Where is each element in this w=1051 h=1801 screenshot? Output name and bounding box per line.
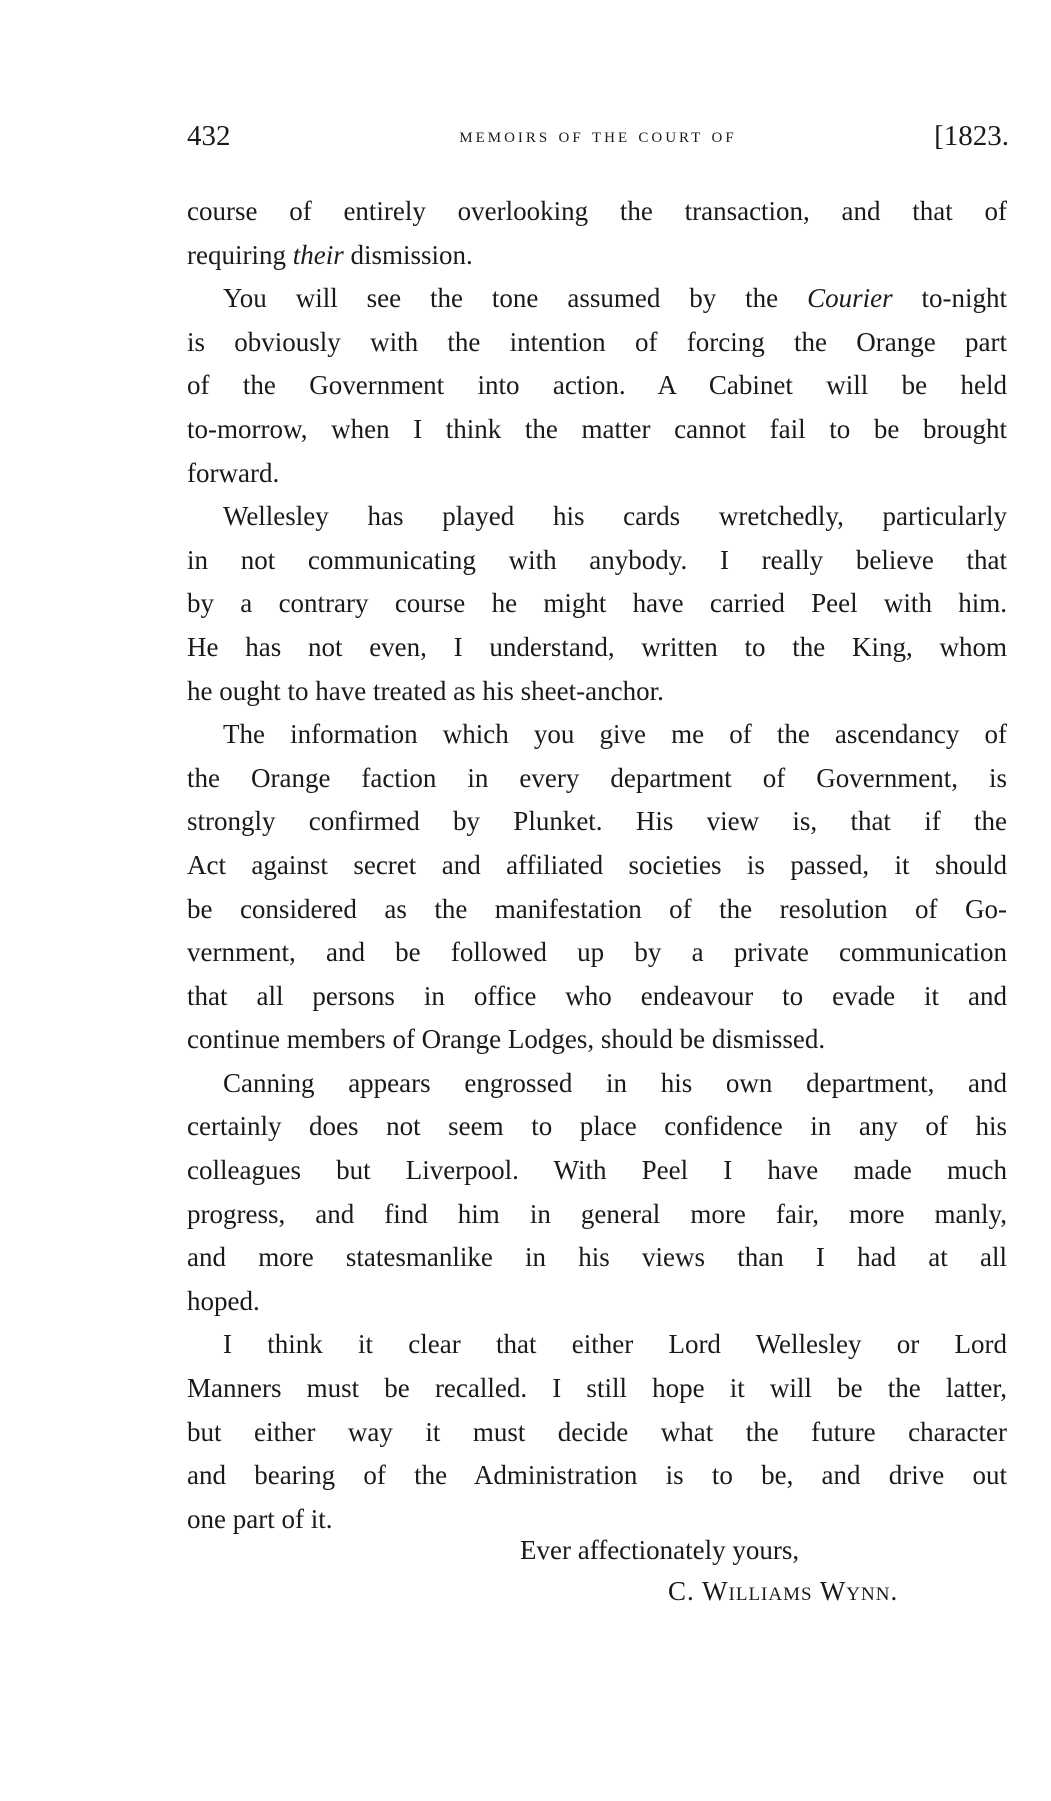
- text-line: hoped.: [187, 1285, 260, 1316]
- running-title: memoirs of the court of: [459, 123, 737, 147]
- text-line: Manners must be recalled. I still hope it will be the latter,: [187, 1373, 1007, 1404]
- text-segment: requiring: [187, 239, 293, 270]
- text-line: of the Government into action. A Cabinet will be held: [187, 370, 1007, 401]
- text-line: He has not even, I understand, written to the King, whom: [187, 631, 1007, 662]
- text-line: progress, and find him in general more fair, more manly,: [187, 1198, 1007, 1229]
- text-line: he ought to have treated as his sheet-anchor.: [187, 675, 664, 706]
- text-line: course of entirely overlooking the transaction, and that of: [187, 196, 1007, 226]
- text-line: [187, 234, 1007, 278]
- text-line: I think it clear that either Lord Wellesley or Lord: [223, 1329, 1007, 1360]
- text-line: is obviously with the intention of forcing the Orange part: [187, 326, 1007, 357]
- text-segment: to-night: [892, 283, 1007, 314]
- text-line: in not communicating with anybody. I really believe that: [187, 544, 1007, 575]
- text-line: by a contrary course he might have carried Peel with him.: [187, 588, 1007, 619]
- italic-text: their: [292, 239, 344, 270]
- text-line: Canning appears engrossed in his own department, and: [223, 1067, 1007, 1098]
- text-segment: You will see the tone assumed by the: [223, 283, 808, 314]
- text-line: one part of it.: [187, 1503, 333, 1534]
- text-line: certainly does not seem to place confidence in any of his: [187, 1111, 1007, 1142]
- text-line: continue members of Orange Lodges, should be dismissed.: [187, 1024, 826, 1055]
- text-line: colleagues but Liverpool. With Peel I have made much: [187, 1155, 1007, 1186]
- text-line: the Orange faction in every department of Government, is: [187, 762, 1007, 793]
- text-line: be considered as the manifestation of the resolution of Go-: [187, 893, 1007, 924]
- text-line: that all persons in office who endeavour to evade it and: [187, 980, 1007, 1011]
- signature: C. Williams Wynn.: [668, 1576, 899, 1606]
- text-line: but either way it must decide what the future character: [187, 1416, 1007, 1447]
- closing: Ever affectionately yours,: [520, 1535, 800, 1565]
- text-line: Wellesley has played his cards wretchedly, particularly: [223, 501, 1007, 532]
- text-line: vernment, and be followed up by a private communication: [187, 937, 1007, 968]
- page-number: 432: [187, 120, 231, 152]
- text-line: and more statesmanlike in his views than I had at all: [187, 1242, 1007, 1273]
- page-header: [187, 120, 1009, 156]
- header-year: [1823.: [934, 120, 1009, 152]
- text-line: forward.: [187, 457, 280, 488]
- text-line: Act against secret and affiliated societies is passed, it should: [187, 849, 1007, 880]
- text-line: to-morrow, when I think the matter cannot fail to be brought: [187, 413, 1007, 444]
- italic-text: Courier: [807, 283, 893, 314]
- text-line: strongly confirmed by Plunket. His view is, that if the: [187, 806, 1007, 837]
- letter-body: [187, 190, 1007, 1541]
- text-line: The information which you give me of the ascendancy of: [223, 719, 1007, 750]
- text-line: and bearing of the Administration is to be, and drive out: [187, 1460, 1007, 1491]
- text-line: [187, 277, 1007, 321]
- text-segment: dismission.: [343, 239, 473, 270]
